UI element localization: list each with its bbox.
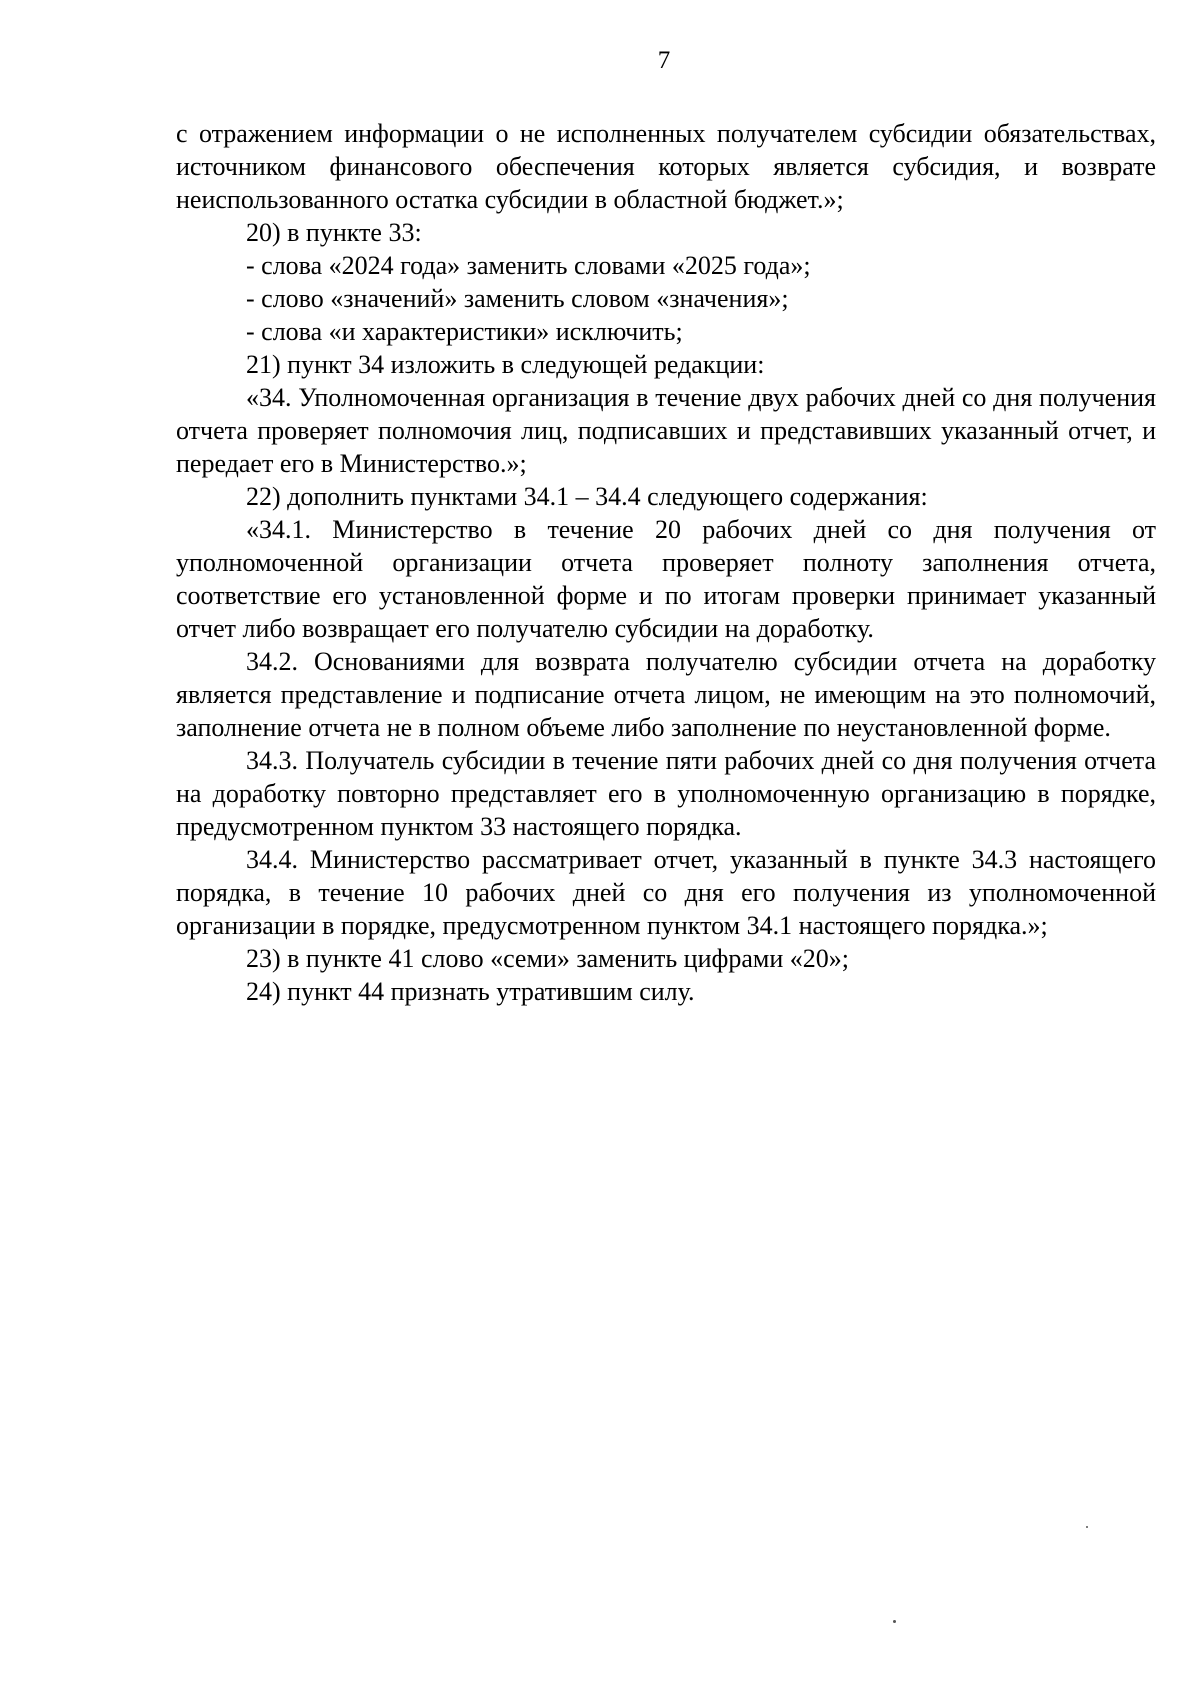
- paragraph-clause-34-1: «34.1. Министерство в течение 20 рабочих дней со дня получения от уполномоченной организации отчета проверяет полноту заполнения отчета, соответствие его установленной форме и по итогам проверки принимает указанный отчет либо возвращает его получателю субсидии на доработку.: [176, 515, 1156, 643]
- paragraph-clause-34-2: 34.2. Основаниями для возврата получателю субсидии отчета на доработку является представление и подписание отчета лицом, не имеющим на это полномочий, заполнение отчета не в полном объеме либо заполнение по неустановленной форме.: [176, 647, 1156, 742]
- page-number: 7: [657, 47, 671, 74]
- scan-speck: [893, 1620, 896, 1623]
- paragraph-item-20-dash-1: - слова «2024 года» заменить словами «2025 года»;: [246, 251, 811, 280]
- paragraph-item-20-dash-2: - слово «значений» заменить словом «значения»;: [246, 284, 789, 313]
- document-body: [176, 117, 1156, 1008]
- paragraph-clause-34-3: 34.3. Получатель субсидии в течение пяти рабочих дней со дня получения отчета на доработку повторно представляет его в уполномоченную организацию в порядке, предусмотренном пунктом 33 настоящего порядка.: [176, 746, 1156, 841]
- paragraph-clause-34-4: 34.4. Министерство рассматривает отчет, указанный в пункте 34.3 настоящего порядка, в течение 10 рабочих дней со дня его получения из уполномоченной организации в порядке, предусмотренном пунктом 34.1 настоящего порядка.»;: [176, 845, 1156, 940]
- paragraph-item-22: 22) дополнить пунктами 34.1 – 34.4 следующего содержания:: [246, 482, 928, 511]
- paragraph-item-21: 21) пункт 34 изложить в следующей редакции:: [246, 350, 765, 379]
- paragraph-item-20-dash-3: - слова «и характеристики» исключить;: [246, 317, 683, 346]
- paragraph-item-24: 24) пункт 44 признать утратившим силу.: [246, 977, 695, 1006]
- paragraph-item-20: 20) в пункте 33:: [246, 218, 422, 247]
- paragraph-item-23: 23) в пункте 41 слово «семи» заменить цифрами «20»;: [246, 944, 849, 973]
- paragraph-continuation: с отражением информации о не исполненных получателем субсидии обязательствах, источником финансового обеспечения которых является субсидия, и возврате неиспользованного остатка субсидии в областной бюджет.»;: [176, 119, 1156, 214]
- scan-speck: [1086, 1526, 1088, 1528]
- paragraph-clause-34: «34. Уполномоченная организация в течение двух рабочих дней со дня получения отчета проверяет полномочия лиц, подписавших и представивших указанный отчет, и передает его в Министерство.»;: [176, 383, 1156, 478]
